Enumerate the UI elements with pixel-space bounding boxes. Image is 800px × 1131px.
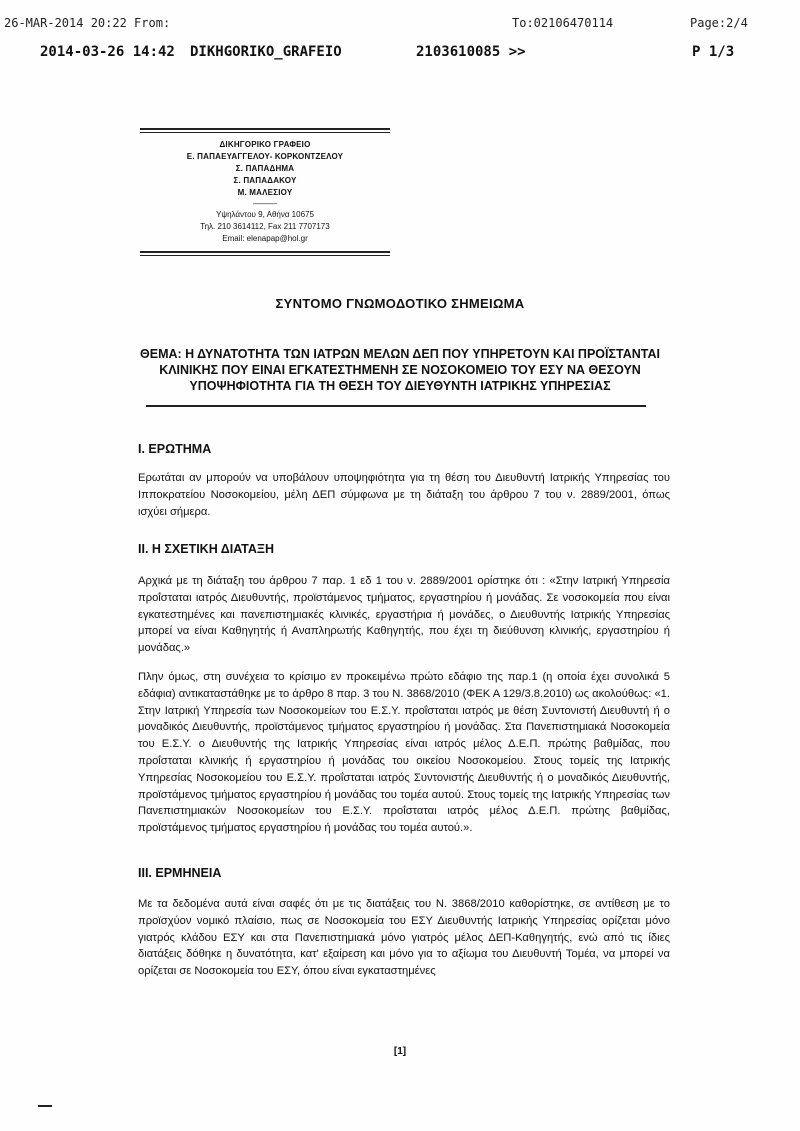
letterhead-rule — [140, 251, 390, 253]
fax-to: To:02106470114 — [512, 16, 614, 30]
paragraph: Ερωτάται αν μπορούν να υποβάλουν υποψηφιότητα για τη θέση του Διευθυντή Ιατρικής Υπηρεσίας του Ιπποκρατείου Νοσοκομείου, μέλη ΔΕΠ σύμφωνα με τη διάταξη του άρθρου 7 του ν. 2889/2001, όπως ισχύει σήμερα. — [138, 472, 670, 518]
fax-number: 2103610085 >> — [416, 44, 526, 60]
firm-name: ΔΙΚΗΓΟΡΙΚΟ ΓΡΑΦΕΙΟ — [219, 140, 311, 149]
letterhead — [140, 128, 390, 256]
page-number: [1] — [393, 1046, 407, 1057]
paragraph: Αρχικά με τη διάταξη του άρθρου 7 παρ. 1 εδ 1 του ν. 2889/2001 ορίστηκε ότι : «Στην Ιατρική Υπηρεσία προΐσταται ιατρός Διευθυντής, προϊστάμενος τμήματος, εργαστηρίου ή μονάδας. Σε νοσοκομεία που είναι εγκατεστημένες και πανεπιστημιακές κλινικές, εργαστήρια ή μονάδες, ο Διευθυντής Ιατρικής Υπηρεσίας μπορεί να είναι Καθηγητής ή Αναπληρωτής Καθηγητής, που έχει τη διεύθυνση κλινικής, εργαστηρίου ή μονάδας.» — [138, 575, 670, 655]
subject-divider — [146, 405, 646, 407]
firm-phone: Τηλ. 210 3614112, Fax 211 7707173 — [200, 222, 330, 231]
partner-name: Σ. ΠΑΠΑΔΗΜΑ — [235, 164, 295, 173]
firm-email: Email: elenapap@hol.gr — [222, 234, 308, 243]
partner-name: Ε. ΠΑΠΑΕΥΑΓΓΕΛΟΥ- ΚΟΡΚΟΝΤΖΕΛΟΥ — [186, 152, 344, 161]
letterhead-separator: ——— — [253, 199, 277, 208]
section-heading: ΙΙ. Η ΣΧΕΤΙΚΗ ΔΙΑΤΑΞΗ — [138, 542, 274, 556]
section-heading: ΙΙΙ. ΕΡΜΗΝΕΙΑ — [138, 866, 222, 880]
letterhead-rule — [140, 255, 390, 256]
partner-name: Σ. ΠΑΠΑΔΑΚΟΥ — [233, 176, 297, 185]
fax-timestamp: 2014-03-26 14:42 — [40, 44, 175, 60]
paragraph: Με τα δεδομένα αυτά είναι σαφές ότι με τις διατάξεις του Ν. 3868/2010 καθορίστηκε, σε αντίθεση με το προϊσχύον νομικό πλαίσιο, πως σε Νοσοκομεία του ΕΣΥ Διευθυντής Ιατρικής Υπηρεσίας ορίζεται μόνο γιατρός κλάδου ΕΣΥ και στα Πανεπιστημιακά μόνο γιατρός μέλος ΔΕΠ-Καθηγητής, ενώ από τις ίδιες διατάξεις δόθηκε η δυνατότητα, κατ' εξαίρεση και μόνο για το αξίωμα του Διευθυντή Τομέα, να μπορεί να ορίζεται σε Νοσοκομεία του ΕΣΥ, όπου είναι εγκαταστημένες — [138, 898, 670, 978]
fax-page: Page:2/4 — [690, 16, 748, 30]
margin-mark — [38, 1105, 52, 1107]
paragraph: Πλην όμως, στη συνέχεια το κρίσιμο εν προκειμένω πρώτο εδάφιο της παρ.1 (η οποία έχει συνολικά 5 εδάφια) αντικαταστάθηκε με το άρθρο 8 παρ. 3 του Ν. 3868/2010 (ΦΕΚ Α 129/3.8.2010) ως ακολούθως: «1. Στην Ιατρική Υπηρεσία των Νοσοκομείων του Ε.Σ.Υ. προΐσταται ιατρός με θέση Συντονιστή Διευθυντή ή ο μοναδικός Διευθυντής, προϊστάμενος τμήματος εργαστηρίου ή μονάδας. Στα Πανεπιστημιακά Νοσοκομεία του Ε.Σ.Υ. ο Διευθυντής της Ιατρικής Υπηρεσίας είναι ιατρός μέλος Δ.Ε.Π. πρώτης βαθμίδας, που προΐσταται κλινικής ή εργαστηρίου ή μονάδας του οικείου Νοσοκομείου. Στους τομείς της Ιατρικής Υπηρεσίας Νοσοκομείου του Ε.Σ.Υ. προΐσταται ιατρός Συντονιστής Διευθυντής ή ο μοναδικός Διευθυντής, προϊστάμενος τμήματος εργαστηρίου ή μονάδας του τομέα αυτού. Στους τομείς της Ιατρικής Υπηρεσίας των Πανεπιστημιακών Νοσοκομείων του Ε.Σ.Υ. προΐσταται ιατρός μέλος Δ.Ε.Π. πρώτης βαθμίδας, προϊστάμενος τμήματος εργαστηρίου ή μονάδας του τομέα αυτού.». — [138, 671, 670, 835]
document-title: ΣΥΝΤΟΜΟ ΓΝΩΜΟΔΟΤΙΚΟ ΣΗΜΕΙΩΜΑ — [275, 296, 525, 311]
letterhead-rule — [140, 132, 390, 133]
fax-sender: DIKHGORIKO_GRAFEIO — [190, 44, 342, 60]
firm-address: Υψηλάντου 9, Αθήνα 10675 — [216, 210, 314, 219]
letterhead-rule — [140, 128, 390, 130]
fax-date-from: 26-MAR-2014 20:22 From: — [4, 16, 171, 30]
section-heading: Ι. ΕΡΩΤΗΜΑ — [138, 442, 212, 456]
partner-name: Μ. ΜΑΛΕΣΙΟΥ — [237, 188, 293, 197]
fax-page-count: P 1/3 — [692, 44, 735, 60]
document-subject: ΘΕΜΑ: Η ΔΥΝΑΤΟΤΗΤΑ ΤΩΝ ΙΑΤΡΩΝ ΜΕΛΩΝ ΔΕΠ ΠΟΥ ΥΠΗΡΕΤΟΥΝ ΚΑΙ ΠΡΟΪΣΤΑΝΤΑΙ ΚΛΙΝΙΚΗΣ ΠΟΥ ΕΙΝΑΙ ΕΓΚΑΤΕΣΤΗΜΕΝΗ ΣΕ ΝΟΣΟΚΟΜΕΙΟ ΤΟΥ ΕΣΥ ΝΑ ΘΕΣΟΥΝ ΥΠΟΨΗΦΙΟΤΗΤΑ ΓΙΑ ΤΗ ΘΕΣΗ ΤΟΥ ΔΙΕΥΘΥΝΤΗ ΙΑΤΡΙΚΗΣ ΥΠΗΡΕΣΙΑΣ — [140, 347, 660, 393]
